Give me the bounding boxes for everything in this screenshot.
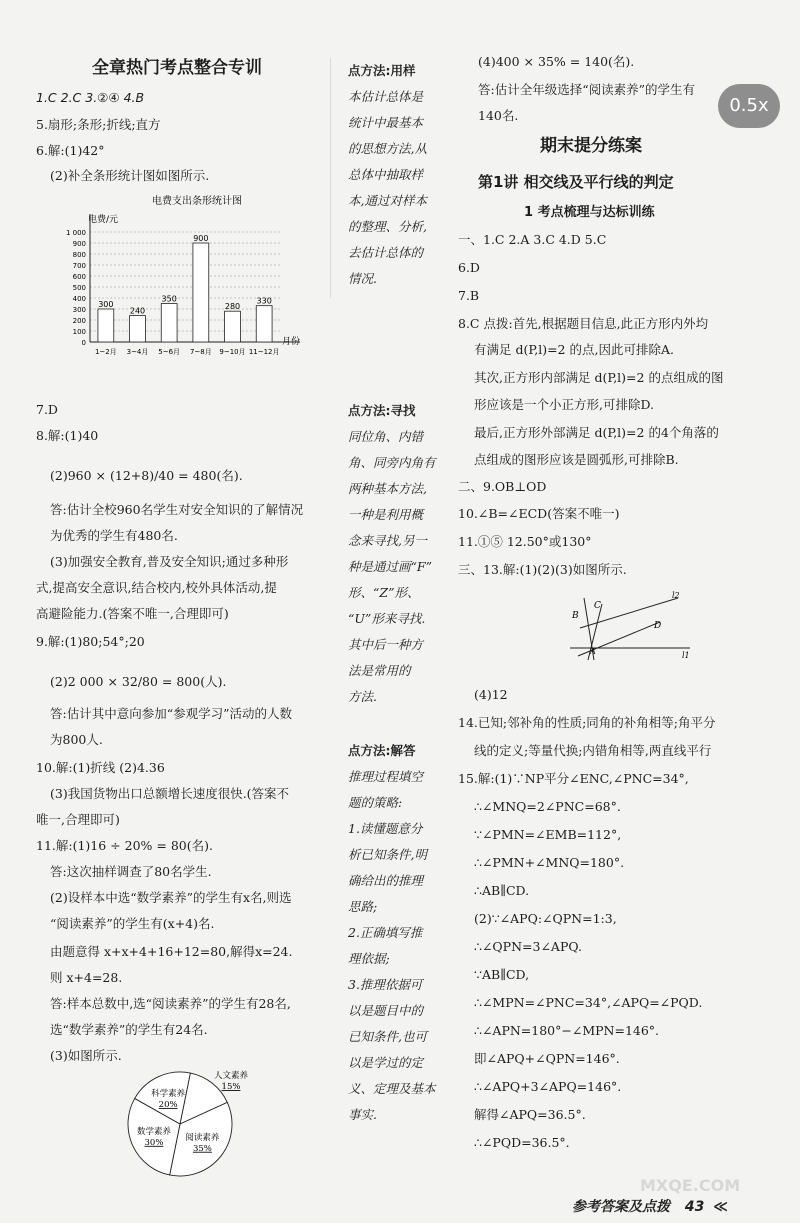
zoom-badge[interactable]: 0.5x [718,84,780,128]
bar-chart [50,190,310,360]
q-8c: 其次,正方形内部满足 d(P,l)=2 的点组成的图 [474,370,724,385]
q-15l: ∴∠APQ+3∠APQ=146°. [474,1079,622,1094]
y-tick-label: 300 [72,306,86,314]
y-tick-label: 400 [72,295,86,303]
answer-11f: 则 x+4=28. [50,970,123,985]
tip-line: 的思想方法,从 [348,141,427,156]
tip-line: 本估计总体是 [348,89,424,104]
fig-label-A: A [590,647,596,656]
pie-percent-label: 15% [221,1082,241,1093]
q-15m: 解得∠APQ=36.5°. [474,1107,586,1122]
footer [572,1196,728,1216]
tip-line: 方法. [348,689,377,704]
tip-line: 已知条件,也可 [348,1029,427,1044]
q-15i: ∴∠MPN=∠PNC=34°,∠APQ=∠PQD. [474,995,703,1010]
tip-line: 念来寻找,另一 [348,533,427,548]
bar-value-label: 350 [161,294,177,304]
bar [130,316,146,342]
y-tick-label: 900 [72,240,86,248]
y-tick-label: 200 [72,317,86,325]
figure-13 [560,588,700,678]
answer-6b: (2)补全条形统计图如图所示. [50,168,210,183]
chevrons-icon: ≪ [713,1199,728,1215]
pie-category-label: 科学素养 [151,1088,186,1099]
bar-value-label: 240 [129,306,146,316]
tip-line: 以是题目中的 [348,1003,424,1018]
answer-8a: 8.解:(1)40 [36,428,99,443]
tip-line: 以是学过的定 [348,1055,424,1070]
q-13b: (4)12 [474,687,508,702]
q-15h: ∵AB∥CD, [474,967,530,982]
tip-line: 统计中最基本 [348,115,424,130]
answer-7: 7.D [36,402,58,417]
answer-11a: 11.解:(1)16 ÷ 20% = 80(名). [36,838,213,853]
tip-box-1 [342,62,442,322]
subsection-title: 1 考点梳理与达标训练 [524,205,655,220]
y-tick-label: 0 [81,339,86,347]
bar [225,311,241,342]
tip-line: 点方法:寻找 [348,403,416,418]
r-line-3: 140名. [478,108,519,123]
tip-line: 事实. [348,1107,377,1122]
q-15k: 即∠APQ+∠QPN=146°. [474,1051,620,1066]
watermark: MXQE.COM [640,1176,741,1195]
fig-label-l1: l1 [682,651,690,660]
answer-9a: 9.解:(1)80;54°;20 [36,634,145,649]
pie-percent-label: 20% [158,1099,178,1110]
page-number: 43 [684,1199,705,1215]
answer-10a: 10.解:(1)折线 (2)4.36 [36,760,165,775]
tip-box-3 [342,742,442,1182]
bar-value-label: 280 [224,302,241,312]
tip-box-2 [342,402,442,712]
answer-9d: 为800人. [50,732,103,747]
answer-6a: 6.解:(1)42° [36,143,105,158]
bar-chart-ylabel: 电费/元 [88,215,119,225]
q-9: 二、9.OB⊥OD [458,479,547,494]
bar [256,306,272,342]
q-13: 三、13.解:(1)(2)(3)如图所示. [458,562,627,577]
bar-value-label: 900 [193,234,209,243]
tip-line: 点方法:用样 [348,63,416,78]
q-15c: ∵∠PMN=∠EMB=112°, [474,827,622,842]
q-1-5: 一、1.C 2.A 3.C 4.D 5.C [458,232,607,247]
practice-title: 期末提分练案 [540,136,642,156]
lesson-title: 第1讲 相交线及平行线的判定 [478,173,674,191]
tip-line: 本,通过对样本 [348,193,427,208]
tip-line: 法是常用的 [348,663,411,678]
answer-9c: 答:估计其中意向参加“参观学习”活动的人数 [50,706,292,721]
answer-1-4: 1.C 2.C 3.②④ 4.B [36,90,145,105]
y-tick-label: 700 [72,262,86,270]
tip-line: 种是通过画“F” [348,559,432,574]
tip-line: 析已知条件,明 [348,847,427,862]
q-15n: ∴∠PQD=36.5°. [474,1135,570,1150]
q-10: 10.∠B=∠ECD(答案不唯一) [458,506,620,521]
r-line-1: (4)400 × 35% = 140(名). [478,54,635,69]
answer-11c: (2)设样本中选“数学素养”的学生有x名,则选 [50,890,292,905]
pie-category-label: 人文素养 [213,1071,249,1082]
y-tick-label: 600 [72,273,86,281]
q-8b: 有满足 d(P,l)=2 的点,因此可排除A. [474,342,674,357]
pie-category-label: 数学素养 [136,1126,171,1137]
bar-chart-title: 电费支出条形统计图 [152,196,242,207]
answer-11d: “阅读素养”的学生有(x+4)名. [50,916,215,931]
q-15b: ∴∠MNQ=2∠PNC=68°. [474,799,621,814]
bar [98,309,114,342]
y-tick-label: 800 [72,251,86,259]
tip-line: 一种是利用概 [348,507,424,522]
tip-line: 理依据; [348,951,390,966]
q-8e: 最后,正方形外部满足 d(P,l)=2 的4个角落的 [474,425,719,440]
q-11-12: 11.①⑤ 12.50°或130° [458,534,592,549]
q-15f: (2)∵∠APQ:∠QPN=1:3, [474,911,617,926]
pie-category-label: 阅读素养 [185,1132,220,1143]
tip-line: 情况. [348,271,377,286]
pie-chart [110,1064,310,1184]
x-tick-label: 11~12月 [248,348,280,356]
answer-11b: 答:这次抽样调查了80名学生. [50,864,212,879]
answer-8c: 答:估计全校960名学生对安全知识的了解情况 [50,502,304,517]
fig-label-D: D [654,621,662,631]
tip-line: 确给出的推理 [348,873,424,888]
tip-line: 形、“Z”形、 [348,585,420,600]
q-14b: 线的定义;等量代换;内错角相等,两直线平行 [474,743,712,758]
answer-11e: 由题意得 x+x+4+16+12=80,解得x=24. [50,944,293,959]
tip-line: 题的策略: [348,795,403,810]
tip-line: 3.推理依据可 [348,977,423,992]
tip-line: 点方法:解答 [348,743,416,758]
bar [193,243,209,342]
answer-10b: (3)我国货物出口总额增长速度很快.(答案不 [50,786,290,801]
answer-5: 5.扇形;条形;折线;直方 [36,117,161,132]
tip-line: 角、同旁内角有 [348,455,436,470]
x-tick-label: 7~8月 [189,348,212,356]
q-7: 7.B [458,288,480,303]
tip-line: 思路; [348,899,378,914]
q-15d: ∴∠PMN+∠MNQ=180°. [474,855,625,870]
tip-frame-1 [330,58,331,298]
pie-percent-label: 30% [144,1137,164,1148]
q-15a: 15.解:(1)∵NP平分∠ENC,∠PNC=34°, [458,771,689,786]
tip-line: 去估计总体的 [348,245,424,260]
tip-line: 2.正确填写推 [348,925,423,940]
bar-value-label: 300 [98,300,114,309]
tip-line: 义、定理及基本 [348,1081,436,1096]
x-tick-label: 3~4月 [126,348,149,356]
answer-9b: (2)2 000 × 32/80 = 800(人). [50,674,227,689]
x-tick-label: 1~2月 [94,348,117,356]
bar [161,304,177,343]
q-15g: ∴∠QPN=3∠APQ. [474,939,582,954]
tip-line: 两种基本方法, [348,481,427,496]
q-14a: 14.已知;邻补角的性质;同角的补角相等;角平分 [458,715,716,730]
tip-line: 1.读懂题意分 [348,821,423,836]
answer-10c: 唯一,合理即可) [36,812,120,827]
tip-line: 其中后一种方 [348,637,424,652]
pie-percent-label: 35% [192,1143,212,1154]
answer-8d: 为优秀的学生有480名. [50,528,178,543]
answer-8e: (3)加强安全教育,普及安全知识;通过多种形 [50,554,289,569]
answer-8g: 高避险能力.(答案不唯一,合理即可) [36,606,229,621]
y-tick-label: 1 000 [65,229,86,237]
answer-11h: 选“数学素养”的学生有24名. [50,1022,208,1037]
fig-label-l2: l2 [672,591,680,600]
q-8d: 形应该是一个小正方形,可排除D. [474,397,655,412]
tip-line: 同位角、内错 [348,429,424,444]
x-tick-label: 9~10月 [219,348,246,356]
tip-line: 的整理、分析, [348,219,427,234]
y-tick-label: 500 [72,284,86,292]
bar-value-label: 330 [256,296,272,306]
x-tick-label: 5~6月 [158,348,181,356]
tip-line: 总体中抽取样 [348,167,424,182]
q-15j: ∴∠APN=180°−∠MPN=146°. [474,1023,660,1038]
footer-label: 参考答案及点拨 [572,1199,670,1215]
section-title: 全章热门考点整合专训 [92,58,262,78]
y-tick-label: 100 [72,328,86,336]
r-line-2: 答:估计全年级选择“阅读素养”的学生有 [478,82,695,97]
answer-8b: (2)960 × (12+8)/40 = 480(名). [50,468,243,483]
answer-11i: (3)如图所示. [50,1048,122,1063]
q-15e: ∴AB∥CD. [474,883,530,898]
tip-line: “U”形来寻找. [348,611,426,626]
fig-label-C: C [594,601,601,611]
answer-11g: 答:样本总数中,选“阅读素养”的学生有28名, [50,996,291,1011]
tip-line: 推理过程填空 [348,769,424,784]
bar-chart-xlabel: 月份 [282,337,301,347]
q-8f: 点组成的图形应该是圆弧形,可排除B. [474,452,679,467]
answer-8f: 式,提高安全意识,结合校内,校外具体活动,提 [36,580,277,595]
fig-label-B: B [572,611,579,621]
q-8a: 8.C 点拨:首先,根据题目信息,此正方形内外均 [458,316,709,331]
q-6: 6.D [458,260,480,275]
